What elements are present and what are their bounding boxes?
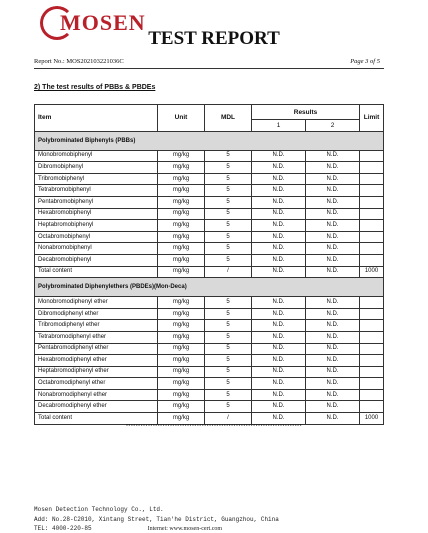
table-cell: N.D.	[306, 231, 360, 243]
table-cell: Hexabromobiphenyl	[35, 208, 158, 220]
table-cell: Total content	[35, 413, 158, 425]
table-cell: N.D.	[306, 266, 360, 278]
table-row	[35, 401, 384, 413]
table-cell: N.D.	[306, 308, 360, 320]
brand-name: MOSEN	[60, 10, 146, 35]
table-cell	[360, 150, 384, 162]
table-cell: N.D.	[252, 378, 306, 390]
page-number: Page 3 of 5	[350, 58, 380, 65]
table-cell: N.D.	[306, 297, 360, 309]
table-cell: Hexabromodiphenyl ether	[35, 355, 158, 367]
table-row	[35, 162, 384, 174]
report-number: Report No.: MOS202103221036C	[34, 58, 124, 65]
table-cell	[360, 185, 384, 197]
table-cell: 5	[205, 366, 252, 378]
table-cell	[360, 389, 384, 401]
table-cell: Dibromodiphenyl ether	[35, 308, 158, 320]
results-table-body	[35, 131, 384, 424]
table-cell: N.D.	[306, 208, 360, 220]
table-cell: mg/kg	[158, 254, 205, 266]
footer-internet: Internet: www.mosen-cert.com	[147, 526, 223, 532]
table-row	[35, 196, 384, 208]
table-cell: N.D.	[306, 343, 360, 355]
table-cell: Heptabromodiphenyl ether	[35, 366, 158, 378]
table-cell: Decabromobiphenyl	[35, 254, 158, 266]
table-cell: N.D.	[306, 220, 360, 232]
table-cell	[360, 208, 384, 220]
table-cell: N.D.	[306, 401, 360, 413]
table-cell: /	[205, 413, 252, 425]
table-cell	[360, 355, 384, 367]
table-cell: 5	[205, 331, 252, 343]
table-cell	[360, 162, 384, 174]
table-row	[35, 343, 384, 355]
table-cell: 5	[205, 320, 252, 332]
table-cell: 5	[205, 254, 252, 266]
table-cell: mg/kg	[158, 297, 205, 309]
table-cell: N.D.	[306, 331, 360, 343]
table-cell: 5	[205, 173, 252, 185]
table-cell: 5	[205, 185, 252, 197]
table-cell	[360, 173, 384, 185]
table-row	[35, 150, 384, 162]
table-cell: 5	[205, 378, 252, 390]
table-cell: N.D.	[252, 243, 306, 255]
table-cell: Monobromobiphenyl	[35, 150, 158, 162]
table-cell: N.D.	[252, 196, 306, 208]
table-row	[35, 208, 384, 220]
table-cell: N.D.	[306, 243, 360, 255]
table-cell: mg/kg	[158, 389, 205, 401]
table-cell: 5	[205, 297, 252, 309]
table-cell: N.D.	[306, 320, 360, 332]
table-cell: mg/kg	[158, 366, 205, 378]
table-cell	[360, 220, 384, 232]
table-cell: N.D.	[306, 413, 360, 425]
group-header-row	[35, 278, 384, 297]
header-result-1: 1	[252, 120, 306, 132]
header-mdl: MDL	[205, 105, 252, 132]
table-cell: Dibromobiphenyl	[35, 162, 158, 174]
table-cell: Nonabromobiphenyl	[35, 243, 158, 255]
table-cell: N.D.	[252, 401, 306, 413]
table-cell: N.D.	[306, 378, 360, 390]
table-cell: N.D.	[252, 297, 306, 309]
table-cell: Pentabromobiphenyl	[35, 196, 158, 208]
table-cell: N.D.	[252, 150, 306, 162]
table-cell: 5	[205, 355, 252, 367]
table-row	[35, 389, 384, 401]
table-cell: mg/kg	[158, 343, 205, 355]
group-name: Polybrominated Diphenylethers (PBDEs)(Mon-Deca)	[35, 278, 384, 297]
table-cell: Heptabromobiphenyl	[35, 220, 158, 232]
footer-address: Add: No.28-C2010, Xintang Street, Tian'he District, Guangzhou, China	[34, 516, 279, 523]
table-cell: N.D.	[306, 196, 360, 208]
table-row	[35, 243, 384, 255]
table-cell	[360, 254, 384, 266]
table-cell	[360, 320, 384, 332]
table-cell: 5	[205, 401, 252, 413]
table-cell: mg/kg	[158, 308, 205, 320]
table-cell: 5	[205, 220, 252, 232]
table-cell: N.D.	[252, 185, 306, 197]
table-cell	[360, 366, 384, 378]
table-cell: mg/kg	[158, 331, 205, 343]
group-header-row	[35, 131, 384, 150]
table-row	[35, 366, 384, 378]
table-row	[35, 185, 384, 197]
table-cell: Tribromodiphenyl ether	[35, 320, 158, 332]
table-cell: Total content	[35, 266, 158, 278]
table-cell: N.D.	[252, 266, 306, 278]
footer-tel: TEL: 4000-220-85	[34, 525, 92, 532]
table-cell: mg/kg	[158, 196, 205, 208]
table-row	[35, 266, 384, 278]
table-cell: N.D.	[252, 254, 306, 266]
table-cell: N.D.	[252, 231, 306, 243]
table-cell: N.D.	[252, 366, 306, 378]
table-row	[35, 220, 384, 232]
table-cell: mg/kg	[158, 378, 205, 390]
table-cell: mg/kg	[158, 173, 205, 185]
results-table	[34, 104, 384, 425]
table-cell: 5	[205, 208, 252, 220]
table-cell: N.D.	[252, 162, 306, 174]
table-cell: N.D.	[252, 208, 306, 220]
table-cell: N.D.	[306, 173, 360, 185]
table-cell: N.D.	[252, 331, 306, 343]
section-title: 2) The test results of PBBs & PBDEs	[34, 84, 156, 91]
table-cell: N.D.	[252, 355, 306, 367]
table-cell: mg/kg	[158, 243, 205, 255]
table-row	[35, 413, 384, 425]
table-cell: N.D.	[306, 389, 360, 401]
table-row	[35, 231, 384, 243]
table-cell: 5	[205, 150, 252, 162]
table-cell: Decabromodiphenyl ether	[35, 401, 158, 413]
table-cell: 5	[205, 231, 252, 243]
table-cell: 1000	[360, 266, 384, 278]
table-cell: mg/kg	[158, 266, 205, 278]
table-cell: 5	[205, 243, 252, 255]
table-cell: N.D.	[252, 220, 306, 232]
table-cell	[360, 331, 384, 343]
table-cell: /	[205, 266, 252, 278]
header-limit: Limit	[360, 105, 384, 132]
table-cell: N.D.	[252, 389, 306, 401]
table-cell: mg/kg	[158, 150, 205, 162]
table-cell: N.D.	[306, 366, 360, 378]
table-cell: 1000	[360, 413, 384, 425]
table-cell: N.D.	[252, 320, 306, 332]
header-item: Item	[35, 105, 158, 132]
table-cell: N.D.	[306, 355, 360, 367]
table-cell: 5	[205, 389, 252, 401]
table-cell	[360, 196, 384, 208]
table-cell: 5	[205, 308, 252, 320]
table-cell: N.D.	[306, 185, 360, 197]
table-cell: Pentabromodiphenyl ether	[35, 343, 158, 355]
table-cell: 5	[205, 196, 252, 208]
table-row	[35, 355, 384, 367]
table-cell: Tetrabromobiphenyl	[35, 185, 158, 197]
table-cell: N.D.	[306, 150, 360, 162]
table-cell: mg/kg	[158, 413, 205, 425]
table-cell: N.D.	[252, 343, 306, 355]
footer-contact	[34, 525, 222, 532]
table-row	[35, 297, 384, 309]
table-cell	[360, 297, 384, 309]
table-cell: mg/kg	[158, 208, 205, 220]
table-cell: N.D.	[306, 162, 360, 174]
table-cell	[360, 231, 384, 243]
table-row	[35, 254, 384, 266]
table-cell: Nonabromodiphenyl ether	[35, 389, 158, 401]
table-cell: mg/kg	[158, 355, 205, 367]
report-title: TEST REPORT	[148, 28, 280, 49]
table-row	[35, 308, 384, 320]
footer-company: Mosen Detection Technology Co., Ltd.	[34, 506, 164, 513]
table-cell: Octabromodiphenyl ether	[35, 378, 158, 390]
header-unit: Unit	[158, 105, 205, 132]
table-cell: N.D.	[252, 413, 306, 425]
table-cell: N.D.	[252, 173, 306, 185]
table-cell	[360, 343, 384, 355]
table-cell: Monobromodiphenyl ether	[35, 297, 158, 309]
table-cell	[360, 308, 384, 320]
table-cell: mg/kg	[158, 231, 205, 243]
table-cell: mg/kg	[158, 162, 205, 174]
table-cell: N.D.	[306, 254, 360, 266]
table-cell: 5	[205, 343, 252, 355]
group-name: Polybrominated Biphenyls (PBBs)	[35, 131, 384, 150]
table-cell: Octabromobiphenyl	[35, 231, 158, 243]
table-cell	[360, 378, 384, 390]
table-row	[35, 320, 384, 332]
table-row	[35, 173, 384, 185]
table-cell: Tetrabromodiphenyl ether	[35, 331, 158, 343]
table-cell: 5	[205, 162, 252, 174]
header-result-2: 2	[306, 120, 360, 132]
end-separator: ************************************************************************	[125, 424, 303, 430]
header-divider	[34, 68, 384, 69]
table-cell	[360, 401, 384, 413]
header-results: Results	[252, 105, 360, 120]
table-row	[35, 378, 384, 390]
table-cell: mg/kg	[158, 320, 205, 332]
table-cell: mg/kg	[158, 185, 205, 197]
table-cell	[360, 243, 384, 255]
table-cell: N.D.	[252, 308, 306, 320]
table-cell: Tribromobiphenyl	[35, 173, 158, 185]
table-cell: mg/kg	[158, 220, 205, 232]
table-cell: mg/kg	[158, 401, 205, 413]
table-row	[35, 331, 384, 343]
